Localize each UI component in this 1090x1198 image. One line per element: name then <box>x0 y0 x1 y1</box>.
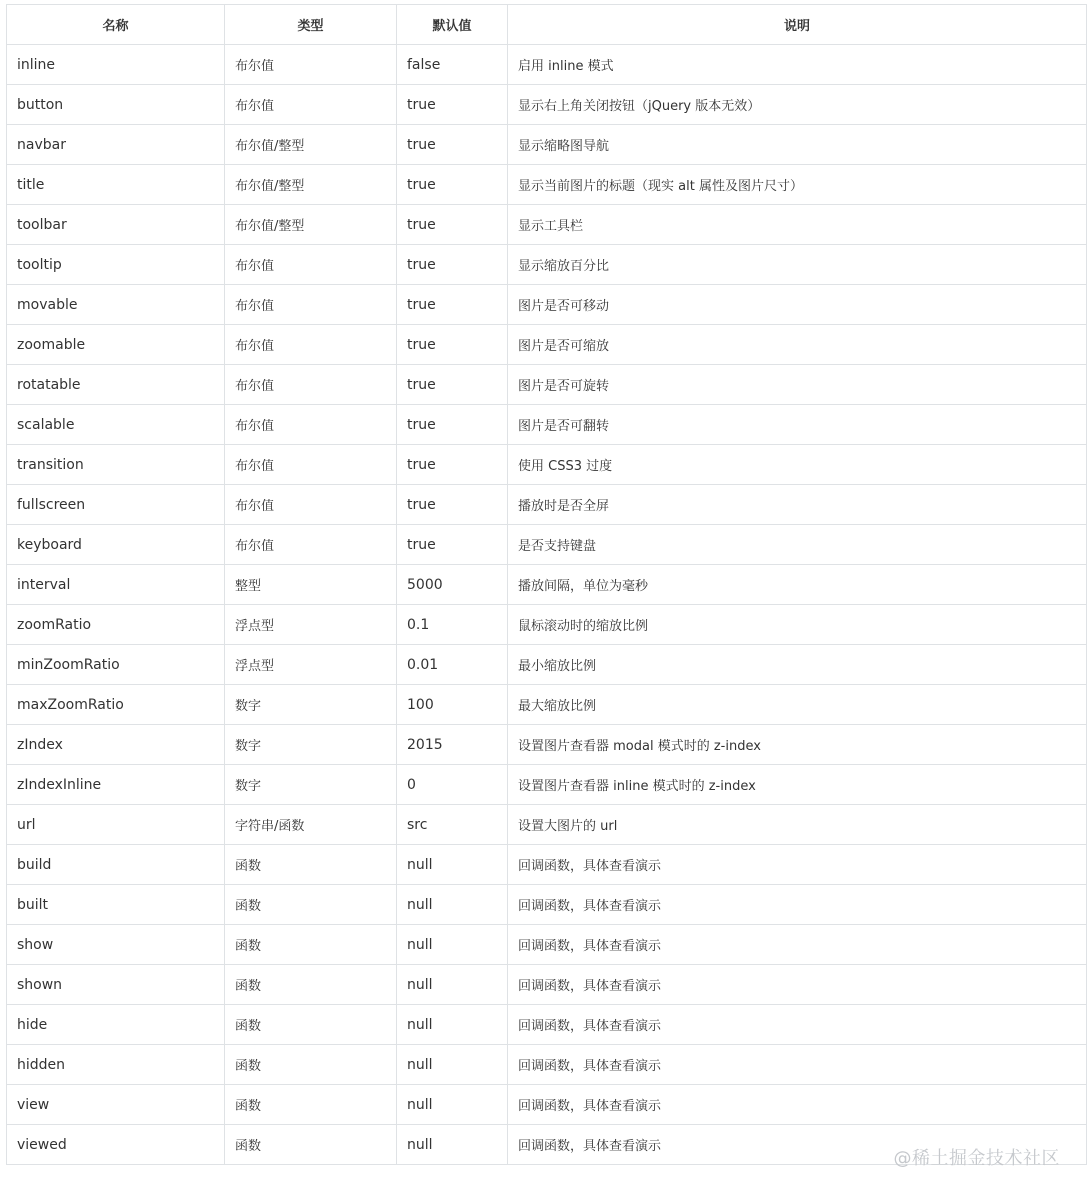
cell-default: null <box>397 1125 508 1165</box>
table-row <box>7 565 1087 605</box>
cell-type: 布尔值 <box>225 405 397 445</box>
table-row <box>7 1005 1087 1045</box>
cell-default: null <box>397 885 508 925</box>
table-row <box>7 885 1087 925</box>
table-row <box>7 525 1087 565</box>
cell-type: 布尔值 <box>225 325 397 365</box>
cell-description: 回调函数，具体查看演示 <box>508 1125 1087 1165</box>
cell-name: movable <box>7 285 225 325</box>
cell-name: navbar <box>7 125 225 165</box>
table-row <box>7 445 1087 485</box>
table-row <box>7 1045 1087 1085</box>
table-row <box>7 725 1087 765</box>
cell-default: true <box>397 285 508 325</box>
cell-type: 布尔值 <box>225 365 397 405</box>
cell-default: true <box>397 125 508 165</box>
cell-description: 回调函数，具体查看演示 <box>508 965 1087 1005</box>
cell-description: 最大缩放比例 <box>508 685 1087 725</box>
cell-description: 设置图片查看器 inline 模式时的 z-index <box>508 765 1087 805</box>
cell-type: 浮点型 <box>225 605 397 645</box>
cell-description: 是否支持键盘 <box>508 525 1087 565</box>
cell-description: 播放时是否全屏 <box>508 485 1087 525</box>
cell-default: 0.01 <box>397 645 508 685</box>
cell-default: 2015 <box>397 725 508 765</box>
cell-description: 显示缩放百分比 <box>508 245 1087 285</box>
cell-type: 布尔值 <box>225 85 397 125</box>
cell-description: 图片是否可翻转 <box>508 405 1087 445</box>
cell-default: true <box>397 325 508 365</box>
table-row <box>7 85 1087 125</box>
cell-type: 函数 <box>225 925 397 965</box>
cell-name: shown <box>7 965 225 1005</box>
cell-description: 回调函数，具体查看演示 <box>508 1085 1087 1125</box>
cell-type: 布尔值 <box>225 445 397 485</box>
cell-name: hide <box>7 1005 225 1045</box>
cell-name: inline <box>7 45 225 85</box>
cell-default: true <box>397 365 508 405</box>
cell-description: 回调函数，具体查看演示 <box>508 885 1087 925</box>
cell-default: null <box>397 1005 508 1045</box>
table-row <box>7 125 1087 165</box>
cell-type: 布尔值 <box>225 285 397 325</box>
table-row <box>7 1085 1087 1125</box>
header-default: 默认值 <box>397 5 508 45</box>
cell-name: zIndex <box>7 725 225 765</box>
cell-default: true <box>397 485 508 525</box>
table-row <box>7 645 1087 685</box>
cell-default: 5000 <box>397 565 508 605</box>
cell-name: maxZoomRatio <box>7 685 225 725</box>
table-body <box>7 45 1087 1165</box>
cell-type: 函数 <box>225 1005 397 1045</box>
cell-description: 回调函数，具体查看演示 <box>508 1005 1087 1045</box>
table-row <box>7 965 1087 1005</box>
cell-default: false <box>397 45 508 85</box>
cell-type: 布尔值/整型 <box>225 125 397 165</box>
cell-name: zoomable <box>7 325 225 365</box>
table-row <box>7 405 1087 445</box>
cell-type: 函数 <box>225 845 397 885</box>
cell-description: 最小缩放比例 <box>508 645 1087 685</box>
cell-name: transition <box>7 445 225 485</box>
cell-description: 启用 inline 模式 <box>508 45 1087 85</box>
cell-type: 布尔值 <box>225 45 397 85</box>
cell-type: 数字 <box>225 725 397 765</box>
cell-description: 图片是否可旋转 <box>508 365 1087 405</box>
cell-description: 显示工具栏 <box>508 205 1087 245</box>
table-row <box>7 485 1087 525</box>
cell-default: true <box>397 405 508 445</box>
cell-name: viewed <box>7 1125 225 1165</box>
cell-default: null <box>397 1085 508 1125</box>
table-row <box>7 45 1087 85</box>
cell-description: 回调函数，具体查看演示 <box>508 845 1087 885</box>
cell-description: 显示当前图片的标题（现实 alt 属性及图片尺寸） <box>508 165 1087 205</box>
cell-default: null <box>397 965 508 1005</box>
table-row <box>7 765 1087 805</box>
cell-name: title <box>7 165 225 205</box>
cell-name: fullscreen <box>7 485 225 525</box>
table-row <box>7 1125 1087 1165</box>
cell-type: 布尔值 <box>225 525 397 565</box>
cell-type: 函数 <box>225 1045 397 1085</box>
table-row <box>7 805 1087 845</box>
cell-default: true <box>397 445 508 485</box>
table-row <box>7 245 1087 285</box>
cell-default: null <box>397 845 508 885</box>
cell-name: tooltip <box>7 245 225 285</box>
table-header <box>7 5 1087 45</box>
cell-type: 字符串/函数 <box>225 805 397 845</box>
cell-default: 100 <box>397 685 508 725</box>
cell-name: scalable <box>7 405 225 445</box>
cell-name: rotatable <box>7 365 225 405</box>
table-row <box>7 365 1087 405</box>
cell-type: 布尔值/整型 <box>225 165 397 205</box>
cell-type: 数字 <box>225 685 397 725</box>
table-row <box>7 165 1087 205</box>
header-row <box>7 5 1087 45</box>
cell-default: true <box>397 245 508 285</box>
cell-default: 0 <box>397 765 508 805</box>
cell-type: 函数 <box>225 1125 397 1165</box>
options-table <box>6 4 1087 1165</box>
cell-type: 函数 <box>225 885 397 925</box>
table-row <box>7 685 1087 725</box>
cell-name: url <box>7 805 225 845</box>
cell-type: 数字 <box>225 765 397 805</box>
cell-default: null <box>397 1045 508 1085</box>
cell-type: 布尔值 <box>225 485 397 525</box>
cell-description: 回调函数，具体查看演示 <box>508 925 1087 965</box>
cell-description: 显示缩略图导航 <box>508 125 1087 165</box>
table-row <box>7 605 1087 645</box>
cell-type: 浮点型 <box>225 645 397 685</box>
cell-default: true <box>397 85 508 125</box>
cell-name: keyboard <box>7 525 225 565</box>
cell-name: hidden <box>7 1045 225 1085</box>
cell-type: 布尔值 <box>225 245 397 285</box>
cell-description: 图片是否可缩放 <box>508 325 1087 365</box>
cell-description: 设置大图片的 url <box>508 805 1087 845</box>
table-row <box>7 325 1087 365</box>
table-row <box>7 285 1087 325</box>
cell-description: 设置图片查看器 modal 模式时的 z-index <box>508 725 1087 765</box>
cell-name: toolbar <box>7 205 225 245</box>
table-row <box>7 205 1087 245</box>
cell-description: 回调函数，具体查看演示 <box>508 1045 1087 1085</box>
cell-default: null <box>397 925 508 965</box>
table-row <box>7 845 1087 885</box>
cell-description: 鼠标滚动时的缩放比例 <box>508 605 1087 645</box>
cell-name: minZoomRatio <box>7 645 225 685</box>
cell-type: 整型 <box>225 565 397 605</box>
header-description: 说明 <box>508 5 1087 45</box>
cell-type: 函数 <box>225 1085 397 1125</box>
header-type: 类型 <box>225 5 397 45</box>
header-name: 名称 <box>7 5 225 45</box>
cell-name: show <box>7 925 225 965</box>
cell-default: true <box>397 205 508 245</box>
cell-description: 使用 CSS3 过度 <box>508 445 1087 485</box>
cell-default: 0.1 <box>397 605 508 645</box>
cell-name: zoomRatio <box>7 605 225 645</box>
cell-name: build <box>7 845 225 885</box>
cell-name: view <box>7 1085 225 1125</box>
options-table-container <box>6 4 1086 1165</box>
cell-type: 布尔值/整型 <box>225 205 397 245</box>
cell-description: 显示右上角关闭按钮（jQuery 版本无效） <box>508 85 1087 125</box>
table-row <box>7 925 1087 965</box>
cell-type: 函数 <box>225 965 397 1005</box>
cell-name: interval <box>7 565 225 605</box>
cell-default: src <box>397 805 508 845</box>
cell-name: built <box>7 885 225 925</box>
cell-default: true <box>397 165 508 205</box>
cell-description: 播放间隔，单位为毫秒 <box>508 565 1087 605</box>
cell-description: 图片是否可移动 <box>508 285 1087 325</box>
cell-default: true <box>397 525 508 565</box>
cell-name: button <box>7 85 225 125</box>
cell-name: zIndexInline <box>7 765 225 805</box>
watermark: @稀土掘金技术社区 <box>893 1148 1060 1169</box>
